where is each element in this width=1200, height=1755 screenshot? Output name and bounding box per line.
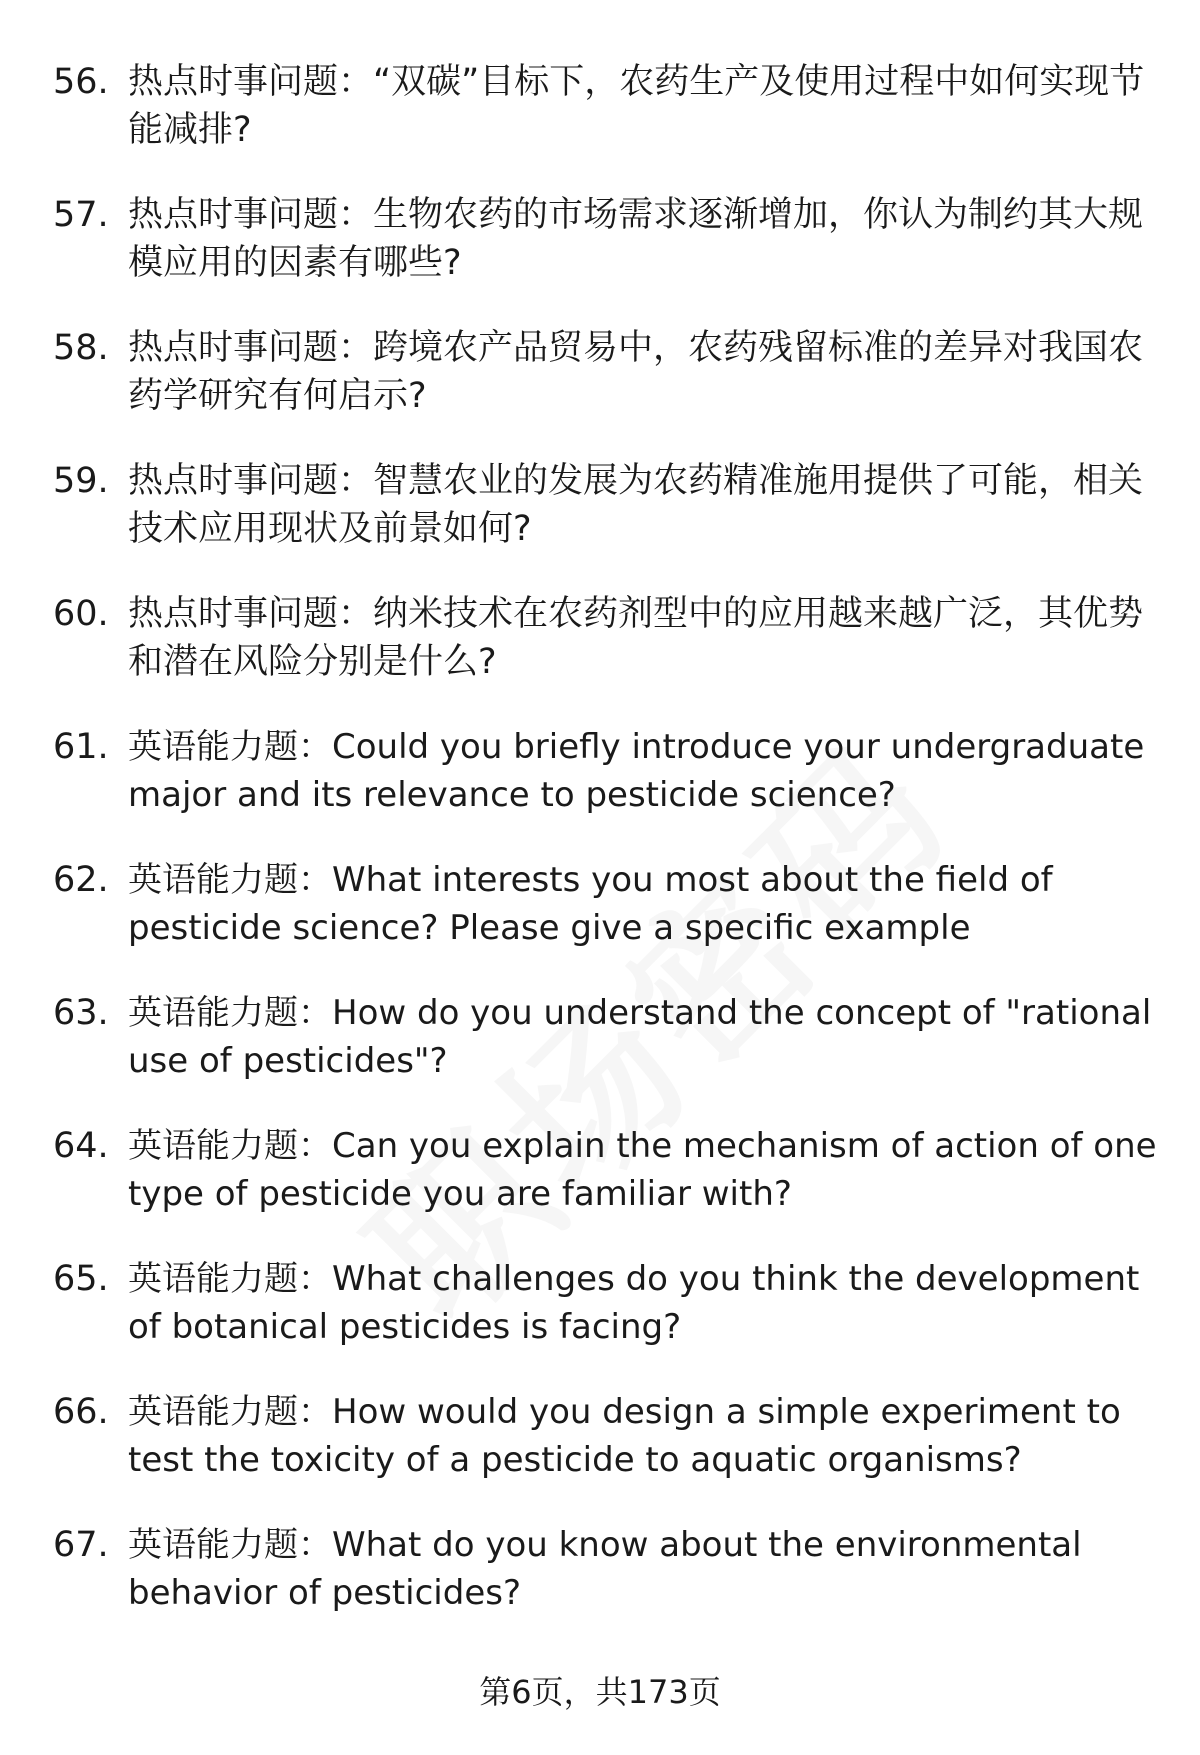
- question-text: 英语能力题：What interests you most about the field of pesticide science? Please give a specific example: [128, 860, 1053, 948]
- question-text: 英语能力题：What do you know about the environmental behavior of pesticides?: [128, 1525, 1082, 1613]
- question-item: [0, 1388, 1200, 1484]
- question-number: 59.: [53, 461, 109, 501]
- question-item: [0, 989, 1200, 1085]
- question-item: [0, 723, 1200, 819]
- question-text: 热点时事问题：智慧农业的发展为农药精准施用提供了可能，相关技术应用现状及前景如何?: [128, 461, 1144, 549]
- question-item: [0, 191, 1200, 287]
- question-number: 61.: [53, 727, 109, 767]
- question-number: 67.: [53, 1525, 109, 1565]
- question-item: [0, 1521, 1200, 1617]
- question-number: 66.: [53, 1392, 109, 1432]
- question-item: [0, 1255, 1200, 1351]
- question-text: 英语能力题：What challenges do you think the development of botanical pesticides is facing?: [128, 1259, 1140, 1347]
- question-item: [0, 457, 1200, 553]
- question-text: 英语能力题：How would you design a simple experiment to test the toxicity of a pesticide to aquatic organisms?: [128, 1392, 1121, 1480]
- question-text: 热点时事问题：生物农药的市场需求逐渐增加，你认为制约其大规模应用的因素有哪些?: [128, 195, 1144, 283]
- question-item: [0, 58, 1200, 154]
- question-number: 63.: [53, 993, 109, 1033]
- page-footer: 第6页，共173页: [479, 1673, 721, 1711]
- question-number: 60.: [53, 594, 109, 634]
- question-number: 57.: [53, 195, 109, 235]
- question-item: [0, 324, 1200, 420]
- question-text: 热点时事问题：跨境农产品贸易中，农药残留标准的差异对我国农药学研究有何启示?: [128, 328, 1144, 416]
- question-number: 56.: [53, 62, 109, 102]
- question-number: 65.: [53, 1259, 109, 1299]
- question-text: 英语能力题：Can you explain the mechanism of action of one type of pesticide you are familiar with?: [128, 1126, 1157, 1214]
- question-list: [0, 58, 1200, 1654]
- question-text: 英语能力题：Could you briefly introduce your undergraduate major and its relevance to pesticide science?: [128, 727, 1145, 815]
- question-item: [0, 1122, 1200, 1218]
- question-text: 英语能力题：How do you understand the concept of "rational use of pesticides"?: [128, 993, 1152, 1081]
- question-item: [0, 856, 1200, 952]
- question-number: 62.: [53, 860, 109, 900]
- question-text: 热点时事问题：纳米技术在农药剂型中的应用越来越广泛，其优势和潜在风险分别是什么?: [128, 594, 1144, 682]
- question-item: [0, 590, 1200, 686]
- question-text: 热点时事问题：“双碳”目标下，农药生产及使用过程中如何实现节能减排?: [128, 62, 1145, 150]
- question-number: 58.: [53, 328, 109, 368]
- question-number: 64.: [53, 1126, 109, 1166]
